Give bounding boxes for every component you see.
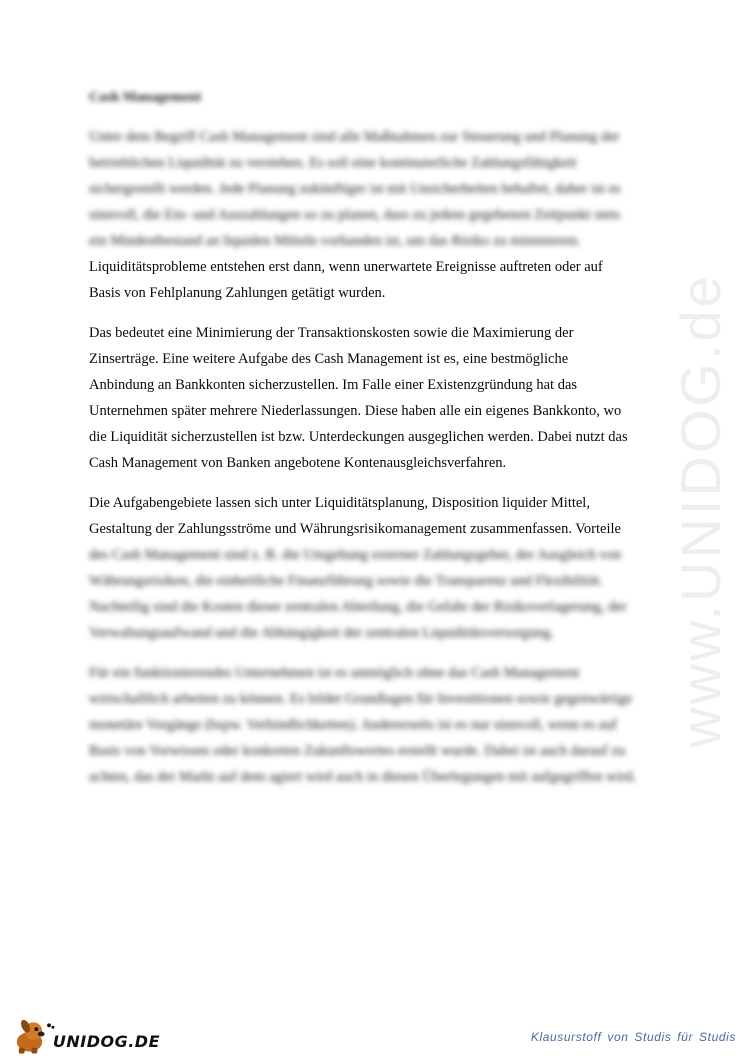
text-line: Basis von Fehlplanung Zahlungen getätigt wurden. [89, 285, 386, 301]
text-line: Cash Management von Banken angebotene Kontenausgleichsverfahren. [89, 455, 507, 471]
blurred-text-line: monetäre Vorgänge (bspw. Verbindlichkeiten). Andererseits ist es nur sinnvoll, wenn es auf [89, 717, 617, 733]
paragraph [89, 320, 669, 476]
blurred-text-line: Nachteilig sind die Kosten dieser zentralen Abteilung, die Gefahr der Risikoverlagerung, der [89, 599, 627, 615]
blurred-text-line: sinnvoll, die Ein- und Auszahlungen so zu planen, dass zu jedem gegebenen Zeitpunkt stets [89, 207, 621, 223]
paragraph [89, 124, 669, 306]
footer-tagline: Klausurstoff von Studis für Studis [530, 1030, 736, 1044]
text-line: Das bedeutet eine Minimierung der Transaktionskosten sowie die Maximierung der [89, 325, 574, 341]
blurred-text-line: Unter dem Begriff Cash Management sind alle Maßnahmen zur Steuerung und Planung der [89, 129, 620, 145]
text-line: Liquiditätsprobleme entstehen erst dann, wenn unerwartete Ereignisse auftreten oder auf [89, 259, 603, 275]
paragraph [89, 660, 669, 790]
text-line: Die Aufgabengebiete lassen sich unter Liquiditätsplanung, Disposition liquider Mittel, [89, 495, 590, 511]
text-line: Unternehmen später mehrere Niederlassungen. Diese haben alle ein eigenes Bankkonto, wo [89, 403, 622, 419]
watermark-text: www.UNIDOG.de [668, 272, 732, 748]
blurred-text-line: achten, das der Markt auf dem agiert wird auch in diesen Überlegungen mit aufgegriffen wird. [89, 769, 637, 785]
dog-icon [10, 1017, 55, 1055]
text-line: Anbindung an Bankkonten sicherzustellen. Im Falle einer Existenzgründung hat das [89, 377, 578, 393]
logo-text: UNIDOG.DE [52, 1031, 160, 1051]
blurred-text-line: sichergestellt werden. Jede Planung zukünftiger ist mit Unsicherheiten behaftet, daher ist es [89, 181, 621, 197]
text-line: die Liquidität sicherzustellen ist bzw. Unterdeckungen ausgeglichen werden. Dabei nutzt das [89, 429, 628, 445]
blurred-text-line: Basis von Vorwissen oder konkreten Zukunftswertes erstellt wurde. Dabei ist auch darauf zu [89, 743, 626, 759]
blurred-text-line: des Cash Management sind z. B. die Umgehung externer Zahlungsgeber, der Ausgleich von [89, 547, 622, 563]
paragraphs [89, 124, 669, 790]
blurred-text-line: betrieblichen Liquidität zu verstehen. Es soll eine kontinuierliche Zahlungsfähigkeit [89, 155, 577, 171]
document-title: Cash Management [89, 90, 202, 105]
blurred-text-line: Für ein funktionierendes Unternehmen ist es unmöglich ohne das Cash Management [89, 665, 580, 681]
unidog-logo[interactable] [10, 1016, 160, 1056]
blurred-text-line: Verwaltungsaufwand und die Abhängigkeit der zentralen Liquiditätsversorgung. [89, 625, 554, 641]
document-content [89, 88, 669, 804]
blurred-text-line: ein Mindestbestand an liquiden Mitteln vorhanden ist, um das Risiko zu minimieren. [89, 233, 581, 249]
text-line: Zinserträge. Eine weitere Aufgabe des Cash Management ist es, eine bestmögliche [89, 351, 569, 367]
paragraph [89, 490, 669, 646]
blurred-text-line: wirtschaftlich arbeiten zu können. Es bildet Grundlagen für Investitionen sowie gegenwärtige [89, 691, 633, 707]
text-line: Gestaltung der Zahlungsströme und Währungsrisikomanagement zusammenfassen. Vorteile [89, 521, 621, 537]
blurred-text-line: Währungsrisiken, die einheitliche Finanzführung sowie die Transparenz und Flexibilität. [89, 573, 603, 589]
